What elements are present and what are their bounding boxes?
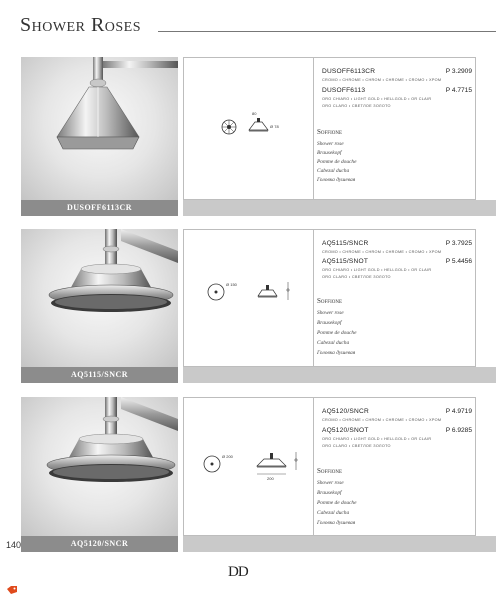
description-line: Головка душевая: [317, 520, 356, 526]
brand-logo: DD: [228, 564, 248, 580]
description-line: Brausekopf: [317, 150, 342, 156]
description-line: Shower rose: [317, 310, 344, 316]
description-line: Pomme de douche: [317, 330, 357, 336]
description-line: Brausekopf: [317, 320, 342, 326]
finish-list: ORO CLARO • СВЕТЛОЕ ЗОЛОТО: [322, 104, 391, 108]
description-line: Shower rose: [317, 141, 344, 147]
page-title: Shower Roses: [20, 14, 142, 36]
product-price: P 3.7925: [445, 240, 472, 247]
product-code: AQ5120/SNCR: [322, 408, 369, 415]
description-line: Cabezal ducha: [317, 510, 350, 516]
description-line: Головка душевая: [317, 177, 356, 183]
description-title: Soffione: [317, 128, 343, 136]
rose-side-view-icon: [258, 285, 277, 297]
product-price: P 3.2909: [445, 68, 472, 75]
product-price: P 4.7715: [445, 87, 472, 94]
page-number: 140: [6, 540, 22, 550]
product-code: DUSOFF6113: [322, 87, 366, 94]
finish-list: ORO CHIARO • LIGHT GOLD • HELLGOLD • OR CLAIR: [322, 97, 432, 101]
finish-list: CROMO • CHROME • CHROM • CHROME • CROMO • ХРОМ: [322, 418, 442, 422]
technical-drawing: [183, 229, 315, 367]
dimension-label: 80: [252, 111, 257, 116]
product-price: P 5.4456: [445, 258, 472, 265]
price-tag-icon: [6, 582, 18, 600]
photo-caption: AQ5120/SNCR: [21, 536, 178, 552]
description-line: Cabezal ducha: [317, 340, 350, 346]
description-title: Soffione: [317, 297, 343, 305]
description-line: Brausekopf: [317, 490, 342, 496]
dimension-label: Ø 78: [270, 124, 279, 129]
finish-list: CROMO • CHROME • CHROM • CHROME • CROMO • ХРОМ: [322, 78, 442, 82]
description-line: Pomme de douche: [317, 500, 357, 506]
product-code: AQ5115/SNCR: [322, 240, 369, 247]
finish-list: CROMO • CHROME • CHROM • CHROME • CROMO • ХРОМ: [322, 250, 442, 254]
rose-top-view-icon: [222, 120, 236, 134]
gray-bar: [183, 536, 496, 552]
finish-list: ORO CHIARO • LIGHT GOLD • HELLGOLD • OR CLAIR: [322, 268, 432, 272]
product-price: P 4.9719: [445, 408, 472, 415]
description-title: Soffione: [317, 467, 343, 475]
title-rule: [158, 31, 496, 32]
finish-list: ORO CLARO • СВЕТЛОЕ ЗОЛОТО: [322, 444, 391, 448]
gray-bar: [183, 367, 496, 383]
technical-drawing: [183, 397, 315, 536]
description-line: Shower rose: [317, 480, 344, 486]
product-code: AQ5120/SNOT: [322, 427, 369, 434]
dimension-label: Ø 200: [222, 454, 233, 459]
product-code: AQ5115/SNOT: [322, 258, 369, 265]
height-dimension-icon: [287, 282, 289, 300]
description-line: Головка душевая: [317, 350, 356, 356]
description-line: Cabezal ducha: [317, 168, 350, 174]
rose-top-view-icon: [204, 456, 220, 472]
photo-caption: AQ5115/SNCR: [21, 367, 178, 383]
rose-top-view-icon: [208, 284, 224, 300]
technical-drawing: [183, 57, 315, 200]
description-line: Pomme de douche: [317, 159, 357, 165]
product-code: DUSOFF6113CR: [322, 68, 376, 75]
product-price: P 6.9285: [445, 427, 472, 434]
rose-side-view-icon: [249, 118, 268, 131]
product-photo-aq5115-sncr: [21, 229, 178, 367]
dimension-label: Ø 150: [226, 282, 237, 287]
height-dimension-icon: [295, 452, 297, 470]
finish-list: ORO CHIARO • LIGHT GOLD • HELLGOLD • OR CLAIR: [322, 437, 432, 441]
finish-list: ORO CLARO • СВЕТЛОЕ ЗОЛОТО: [322, 275, 391, 279]
product-photo-dusoff6113cr: [21, 57, 178, 200]
rose-side-view-icon: [257, 453, 286, 474]
gray-bar: [183, 200, 496, 216]
product-photo-aq5120-sncr: [21, 397, 178, 536]
dimension-label: 200: [267, 476, 274, 481]
photo-caption: DUSOFF6113CR: [21, 200, 178, 216]
